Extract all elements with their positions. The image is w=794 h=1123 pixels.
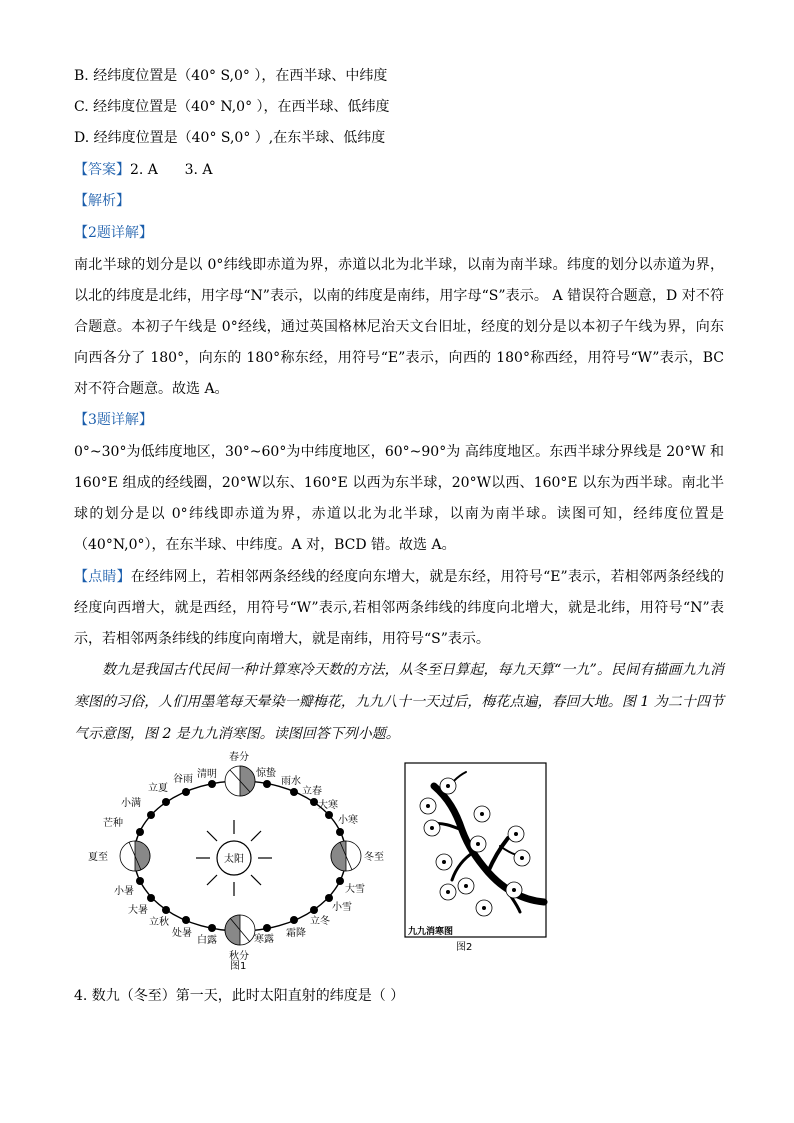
tip-paragraph (74, 562, 724, 655)
tip-text: 在经纬网上，若相邻两条经线的经度向东增大，就是东经，用符号“E”表示，若相邻两条经线的经度向西增大，就是西经，用符号“W”表示,若相邻两条纬线的纬度向北增大，就是北纬，用符号“N”表示，若相邻两条纬线的纬度向南增大，就是南纬，用符号“S”表示。 (74, 569, 724, 647)
term-hanlu: 寒露 (254, 934, 274, 945)
term-xiaoxue: 小雪 (332, 902, 352, 913)
q3-heading (74, 410, 153, 430)
term-guyu: 谷雨 (173, 774, 193, 785)
term-shuangjiang: 霜降 (286, 928, 306, 939)
q3-explanation: 0°~30°为低纬度地区，30°~60°为中纬度地区，60°~90°为 高纬度地区。东西半球分界线是 20°W 和 160°E 组成的经线圈，20°W以东、160°E 以西为东半球，20°W以西、160°E 以东为西半球。南北半球的划分是以 0°纬线即赤道为界，赤道以北为北半球，以南为南半球。读图可知，经纬度位置是（40°N,0°），在东半球、中纬度。A 对，BCD 错。故选 A。 (74, 444, 724, 553)
term-xiaoman: 小满 (121, 798, 141, 809)
term-chushu: 处暑 (172, 928, 192, 939)
sun-label: 太阳 (224, 854, 244, 865)
analysis-line (74, 191, 130, 211)
term-dongzhi: 冬至 (364, 852, 384, 863)
term-daxue: 大雪 (345, 884, 365, 895)
figure-2-caption: 图2 (456, 942, 473, 953)
q2-tag: 【2题详解】 (74, 225, 153, 241)
term-yushui: 雨水 (281, 776, 301, 787)
term-dashu: 大暑 (128, 905, 148, 916)
q2-heading (74, 223, 153, 243)
term-qingming: 清明 (197, 769, 217, 780)
option-b: B. 经纬度位置是（40° S,0° ），在西半球、中纬度 (74, 68, 388, 84)
figure-1-solar-terms-diagram (84, 748, 394, 974)
answer-line (74, 160, 213, 180)
answer-tag: 【答案】 (74, 162, 130, 178)
figure-2-plum-blossom-chart (404, 762, 548, 954)
option-d: D. 经纬度位置是（40° S,0° ）,在东半球、低纬度 (74, 130, 386, 146)
term-xiazhi: 夏至 (88, 852, 108, 863)
term-chunfen: 春分 (229, 752, 249, 763)
term-xiaohan: 小寒 (338, 815, 358, 826)
figure-2-inner-label: 九九消寒图 (408, 927, 454, 937)
term-lixia: 立夏 (148, 783, 168, 794)
figure-1-caption: 图1 (230, 961, 247, 972)
term-dahan: 大寒 (318, 800, 338, 811)
term-mangzhong: 芒种 (103, 818, 123, 829)
term-jingzhe: 惊蛰 (256, 768, 276, 779)
analysis-tag: 【解析】 (74, 193, 130, 209)
term-xiaoshu: 小暑 (114, 886, 134, 897)
term-lichun: 立春 (302, 786, 322, 797)
term-lidong: 立冬 (310, 916, 330, 927)
answer-text: 2. A 3. A (130, 162, 213, 178)
term-liqiu: 立秋 (149, 917, 169, 928)
q2-explanation: 南北半球的划分是以 0°纬线即赤道为界，赤道以北为北半球，以南为南半球。纬度的划分以赤道为界，以北的纬度是北纬，用字母“N”表示，以南的纬度是南纬，用字母“S”表示。 A 错误符合题意，D 对不符合题意。本初子午线是 0°经线，通过英国格林尼治天文台旧址，经度的划分是以本初子午线为界，向东向西各分了 180°，向东的 180°称东经，用符号“E”表示，向西的 180°称西经，用符号“W”表示，BC 对不符合题意。故选 A。 (74, 257, 724, 397)
term-qiufen: 秋分 (229, 951, 249, 962)
option-c: C. 经纬度位置是（40° N,0° ），在西半球、低纬度 (74, 99, 390, 115)
question-4: 4. 数九（冬至）第一天，此时太阳直射的纬度是（ ） (74, 988, 405, 1004)
q3-tag: 【3题详解】 (74, 412, 153, 428)
intro-paragraph: 数九是我国古代民间一种计算寒冷天数的方法，从冬至日算起，每九天算“一九”。民间有描画九九消寒图的习俗，人们用墨笔每天晕染一瓣梅花，九九八十一天过后，梅花点遍，春回大地。图 1 为二十四节气示意图，图 2 是九九消寒图。读图回答下列小题。 (74, 662, 724, 742)
tip-tag: 【点睛】 (74, 569, 131, 585)
term-bailu: 白露 (197, 935, 217, 946)
